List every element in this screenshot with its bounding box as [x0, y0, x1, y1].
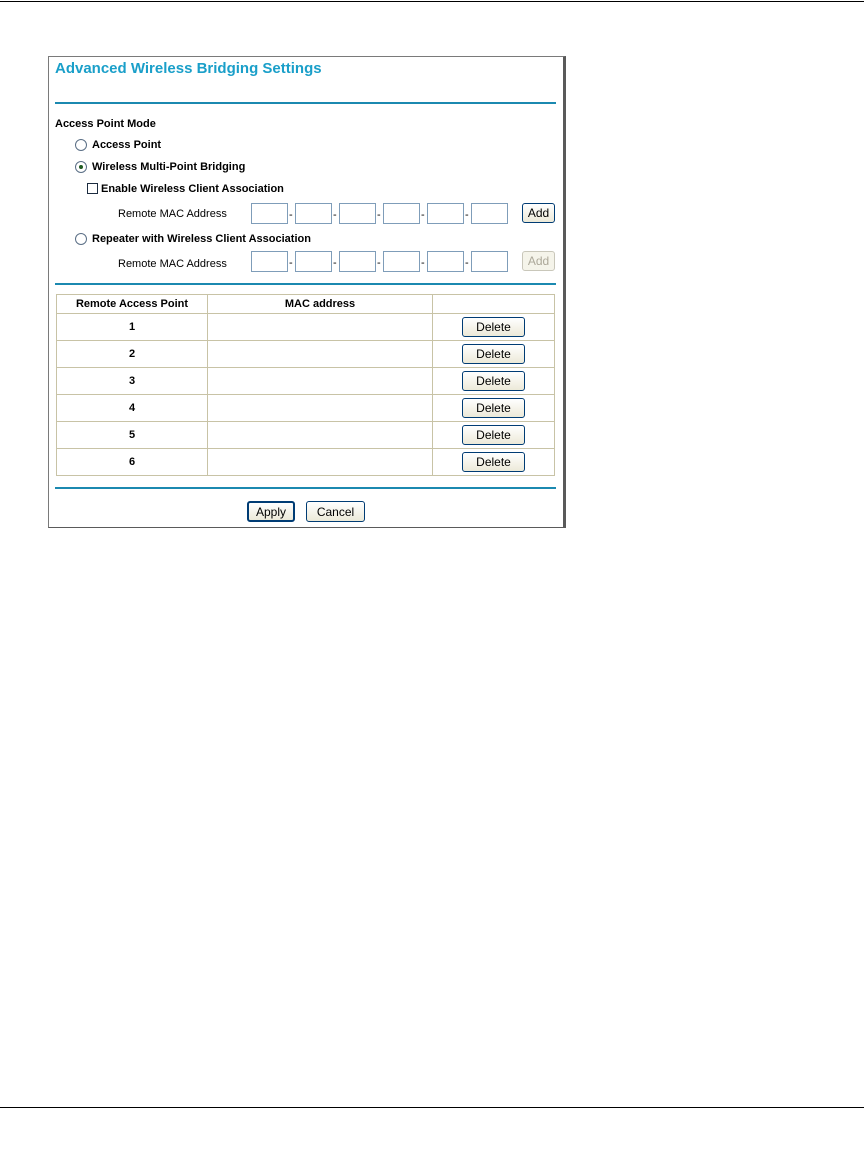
- row-mac: [208, 314, 433, 341]
- access-point-mode-label: Access Point Mode: [55, 118, 156, 130]
- apply-button[interactable]: Apply: [247, 501, 295, 522]
- row-actions: [433, 368, 555, 395]
- row-actions: [433, 314, 555, 341]
- delete-button[interactable]: Delete: [462, 344, 525, 364]
- table-row: [57, 395, 555, 422]
- repeater-label: Repeater with Wireless Client Association: [92, 233, 311, 245]
- remote-mac-label: Remote MAC Address: [118, 208, 227, 220]
- mac-separator: -: [289, 209, 293, 221]
- repeater-add-mac-button[interactable]: Add: [522, 251, 555, 271]
- mac-octet-4-input[interactable]: [383, 203, 420, 224]
- row-index: 1: [57, 314, 208, 341]
- mac-separator: -: [421, 257, 425, 269]
- mac-octet-5-input[interactable]: [427, 203, 464, 224]
- enable-client-association-checkbox[interactable]: [87, 183, 98, 194]
- delete-button[interactable]: Delete: [462, 452, 525, 472]
- mac-octet-6-input[interactable]: [471, 203, 508, 224]
- mac-separator: -: [465, 209, 469, 221]
- mac-separator: -: [465, 257, 469, 269]
- row-mac: [208, 368, 433, 395]
- repeater-mac-octet-3-input[interactable]: [339, 251, 376, 272]
- multipoint-bridging-label: Wireless Multi-Point Bridging: [92, 161, 246, 173]
- mac-octet-3-input[interactable]: [339, 203, 376, 224]
- cancel-button[interactable]: Cancel: [306, 501, 365, 522]
- repeater-mac-octet-4-input[interactable]: [383, 251, 420, 272]
- delete-button[interactable]: Delete: [462, 425, 525, 445]
- mac-octet-1-input[interactable]: [251, 203, 288, 224]
- page-top-rule: [0, 1, 864, 2]
- bridging-settings-panel: [48, 56, 566, 528]
- page-title: Advanced Wireless Bridging Settings: [55, 60, 322, 77]
- delete-button[interactable]: Delete: [462, 317, 525, 337]
- table-row: [57, 422, 555, 449]
- table-row: [57, 449, 555, 476]
- mac-separator: -: [333, 257, 337, 269]
- row-index: 2: [57, 341, 208, 368]
- radio-access-point[interactable]: [75, 139, 87, 151]
- repeater-remote-mac-label: Remote MAC Address: [118, 258, 227, 270]
- mode-divider: [55, 283, 556, 285]
- delete-button[interactable]: Delete: [462, 398, 525, 418]
- column-header-actions: [433, 295, 555, 314]
- row-actions: [433, 395, 555, 422]
- page-bottom-rule: [0, 1107, 864, 1108]
- row-mac: [208, 422, 433, 449]
- radio-multipoint-bridging[interactable]: [75, 161, 87, 173]
- row-index: 4: [57, 395, 208, 422]
- repeater-mac-octet-1-input[interactable]: [251, 251, 288, 272]
- table-row: [57, 341, 555, 368]
- table-row: [57, 314, 555, 341]
- table-row: [57, 368, 555, 395]
- row-index: 6: [57, 449, 208, 476]
- mac-separator: -: [421, 209, 425, 221]
- row-mac: [208, 449, 433, 476]
- mac-separator: -: [377, 257, 381, 269]
- mac-separator: -: [289, 257, 293, 269]
- row-index: 5: [57, 422, 208, 449]
- repeater-mac-octet-5-input[interactable]: [427, 251, 464, 272]
- title-divider: [55, 102, 556, 104]
- row-actions: [433, 422, 555, 449]
- column-header-mac-address: MAC address: [208, 295, 433, 314]
- mac-separator: -: [333, 209, 337, 221]
- add-mac-button[interactable]: Add: [522, 203, 555, 223]
- footer-divider: [55, 487, 556, 489]
- remote-access-point-table: [56, 294, 555, 476]
- radio-repeater[interactable]: [75, 233, 87, 245]
- row-actions: [433, 341, 555, 368]
- row-mac: [208, 395, 433, 422]
- row-index: 3: [57, 368, 208, 395]
- delete-button[interactable]: Delete: [462, 371, 525, 391]
- row-actions: [433, 449, 555, 476]
- enable-client-association-label: Enable Wireless Client Association: [101, 183, 284, 195]
- mac-separator: -: [377, 209, 381, 221]
- repeater-mac-octet-2-input[interactable]: [295, 251, 332, 272]
- repeater-mac-octet-6-input[interactable]: [471, 251, 508, 272]
- column-header-remote-access-point: Remote Access Point: [57, 295, 208, 314]
- mac-octet-2-input[interactable]: [295, 203, 332, 224]
- access-point-label: Access Point: [92, 139, 162, 151]
- row-mac: [208, 341, 433, 368]
